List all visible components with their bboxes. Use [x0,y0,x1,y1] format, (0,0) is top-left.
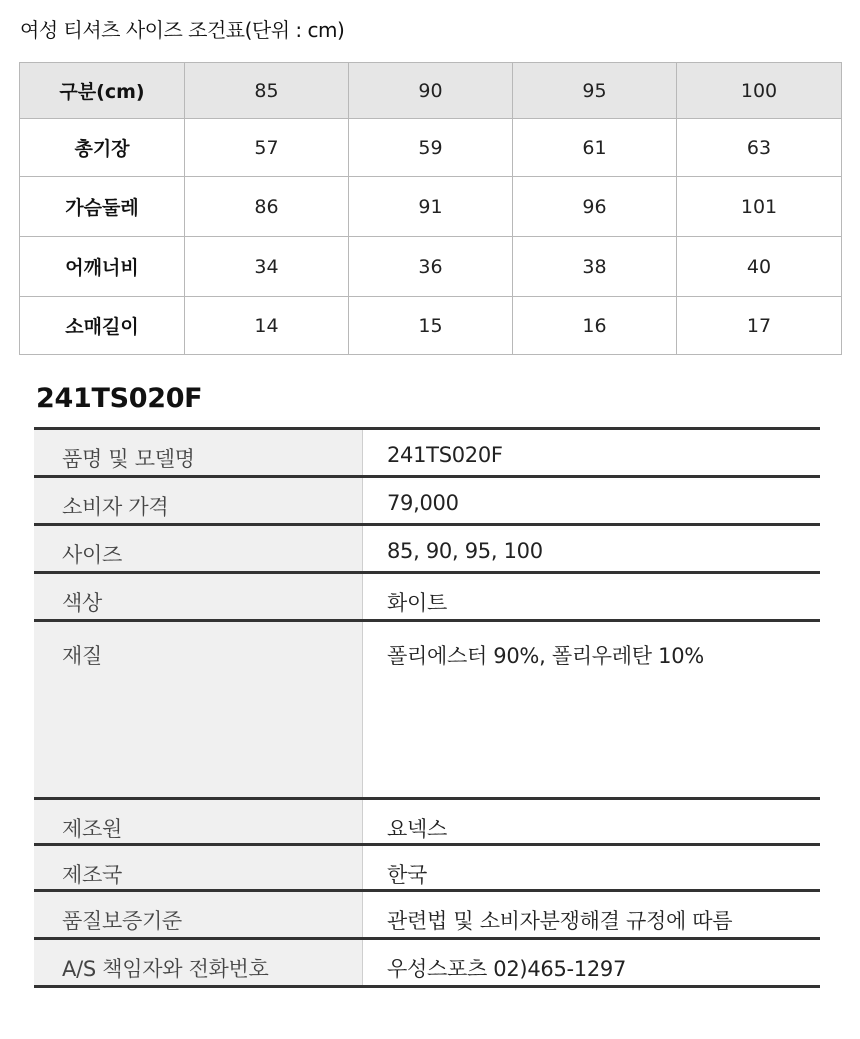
table-cell: 40 [677,237,842,297]
header-cell: 85 [185,63,349,119]
info-value: 화이트 [363,573,821,621]
table-row [20,297,842,355]
info-value: 85, 90, 95, 100 [363,525,821,573]
info-key: 색상 [34,573,363,621]
row-label: 가슴둘레 [20,177,185,237]
info-key: 재질 [34,621,363,799]
table-cell: 16 [513,297,677,355]
info-value: 우성스포츠 02)465-1297 [363,939,821,987]
table-cell: 61 [513,119,677,177]
row-label: 총기장 [20,119,185,177]
table-row [20,237,842,297]
model-title: 241TS020F [36,383,203,414]
info-key: A/S 책임자와 전화번호 [34,939,363,987]
info-row [34,891,820,939]
info-value: 241TS020F [363,429,821,477]
table-cell: 96 [513,177,677,237]
size-chart-title: 여성 티셔츠 사이즈 조건표(단위 : cm) [20,18,345,42]
info-row [34,477,820,525]
table-cell: 57 [185,119,349,177]
info-value: 79,000 [363,477,821,525]
table-cell: 86 [185,177,349,237]
info-value: 한국 [363,845,821,891]
header-cell: 90 [349,63,513,119]
info-row [34,939,820,987]
row-label: 어깨너비 [20,237,185,297]
header-cell: 구분(cm) [20,63,185,119]
info-key: 제조국 [34,845,363,891]
row-label: 소매길이 [20,297,185,355]
info-row [34,621,820,799]
info-value: 요넥스 [363,799,821,845]
product-info-table [34,427,820,988]
table-row [20,119,842,177]
info-row [34,525,820,573]
table-cell: 36 [349,237,513,297]
header-cell: 100 [677,63,842,119]
size-chart-table [19,62,842,355]
info-row [34,573,820,621]
info-value: 관련법 및 소비자분쟁해결 규정에 따름 [363,891,821,939]
table-cell: 91 [349,177,513,237]
info-row [34,429,820,477]
size-chart-header-row [20,63,842,119]
table-row [20,177,842,237]
table-cell: 17 [677,297,842,355]
info-key: 제조원 [34,799,363,845]
info-key: 소비자 가격 [34,477,363,525]
info-row [34,799,820,845]
info-key: 사이즈 [34,525,363,573]
info-key: 품명 및 모델명 [34,429,363,477]
table-cell: 15 [349,297,513,355]
table-cell: 14 [185,297,349,355]
info-key: 품질보증기준 [34,891,363,939]
header-cell: 95 [513,63,677,119]
table-cell: 63 [677,119,842,177]
table-cell: 34 [185,237,349,297]
table-cell: 38 [513,237,677,297]
table-cell: 101 [677,177,842,237]
table-cell: 59 [349,119,513,177]
info-row [34,845,820,891]
info-value: 폴리에스터 90%, 폴리우레탄 10% [363,621,821,799]
